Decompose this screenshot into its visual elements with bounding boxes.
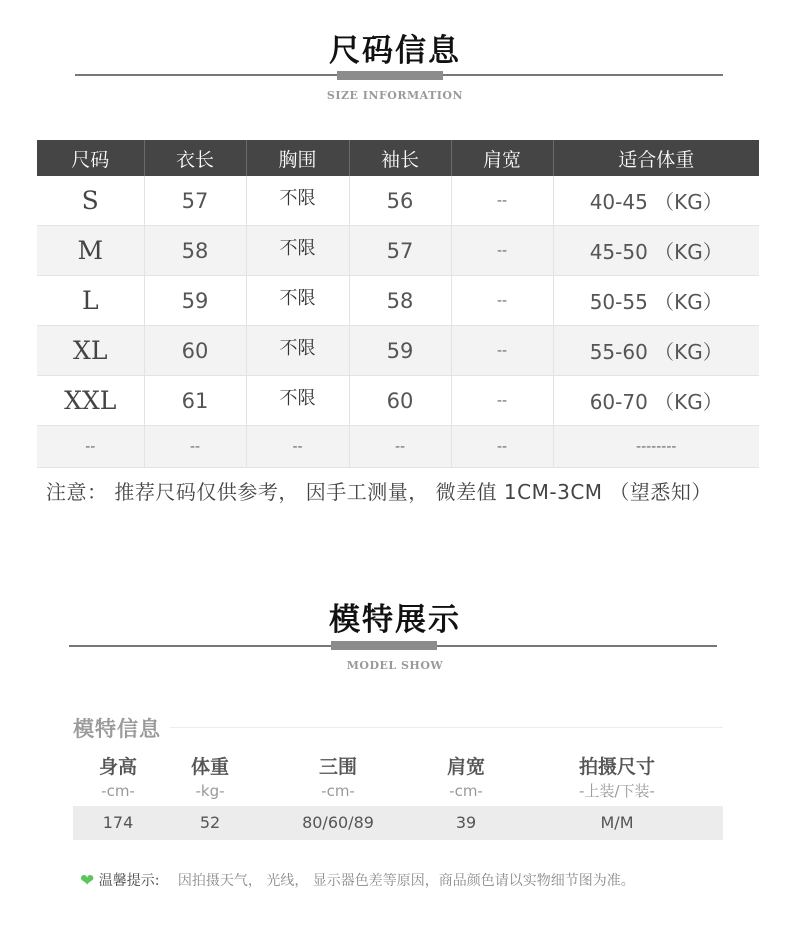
- cell-weight: 60-70 （KG）: [553, 376, 759, 426]
- header-weight: 适合体重: [553, 140, 759, 176]
- table-row: [37, 376, 759, 426]
- model-info-divider: [170, 727, 723, 728]
- cell-length: 57: [144, 176, 246, 226]
- cell-shoulder: --: [451, 426, 553, 468]
- header-length: 衣长: [144, 140, 246, 176]
- model-unit-shoot-size: -上装/下装-: [579, 782, 655, 800]
- cell-chest: 不限: [246, 226, 349, 276]
- cell-chest: --: [246, 426, 349, 468]
- size-section-subtitle: SIZE INFORMATION: [326, 89, 464, 102]
- tip-text: 因拍摄天气， 光线， 显示器色差等原因，商品颜色请以实物细节图为准。: [177, 873, 635, 889]
- model-section-title: 模特展示: [329, 602, 461, 638]
- size-table: [37, 140, 759, 468]
- cell-length: 58: [144, 226, 246, 276]
- model-label-measurements: 三围: [318, 756, 357, 778]
- size-section-title: 尺码信息: [329, 33, 461, 69]
- header-size: 尺码: [37, 140, 144, 176]
- model-value-shoot-size: M/M: [600, 813, 634, 832]
- cell-sleeve: --: [349, 426, 451, 468]
- cell-shoulder: --: [451, 326, 553, 376]
- model-info-heading: 模特信息: [73, 717, 161, 741]
- model-label-weight: 体重: [190, 756, 229, 778]
- model-section-subtitle: MODEL SHOW: [346, 659, 444, 672]
- model-value-measurements: 80/60/89: [302, 813, 374, 832]
- cell-chest: 不限: [246, 176, 349, 226]
- cell-weight: 45-50 （KG）: [553, 226, 759, 276]
- model-label-shoot-size: 拍摄尺寸: [578, 756, 655, 778]
- cell-weight: 55-60 （KG）: [553, 326, 759, 376]
- model-value-height: 174: [102, 813, 134, 832]
- heart-icon: ❤: [80, 871, 95, 891]
- cell-sleeve: 58: [349, 276, 451, 326]
- cell-weight: 40-45 （KG）: [553, 176, 759, 226]
- cell-shoulder: --: [451, 226, 553, 276]
- cell-chest: 不限: [246, 326, 349, 376]
- cell-size: XXL: [37, 376, 144, 426]
- cell-sleeve: 57: [349, 226, 451, 276]
- cell-chest: 不限: [246, 276, 349, 326]
- cell-shoulder: --: [451, 176, 553, 226]
- cell-size: S: [37, 176, 144, 226]
- cell-length: 59: [144, 276, 246, 326]
- cell-size: XL: [37, 326, 144, 376]
- cell-size: M: [37, 226, 144, 276]
- table-row: [37, 276, 759, 326]
- cell-shoulder: --: [451, 276, 553, 326]
- cell-sleeve: 59: [349, 326, 451, 376]
- model-col-weight: [170, 752, 250, 806]
- header-chest: 胸围: [246, 140, 349, 176]
- cell-weight: --------: [553, 426, 759, 468]
- size-title-bar: [337, 71, 443, 80]
- header-sleeve: 袖长: [349, 140, 451, 176]
- tip-line: [80, 870, 635, 891]
- table-row: [37, 326, 759, 376]
- size-note: 注意： 推荐尺码仅供参考， 因手工测量， 微差值 1CM-3CM （望悉知）: [46, 480, 712, 504]
- cell-shoulder: --: [451, 376, 553, 426]
- table-row: [37, 226, 759, 276]
- table-row: [37, 176, 759, 226]
- size-table-header-row: [37, 140, 759, 176]
- cell-sleeve: 60: [349, 376, 451, 426]
- model-value-weight: 52: [199, 813, 221, 832]
- model-label-height: 身高: [98, 756, 137, 778]
- cell-chest: 不限: [246, 376, 349, 426]
- tip-label: 温馨提示:: [98, 873, 160, 889]
- cell-length: 61: [144, 376, 246, 426]
- model-col-shoot-size: [557, 752, 677, 806]
- table-row: [37, 426, 759, 468]
- model-unit-weight: -kg-: [195, 782, 225, 800]
- model-unit-shoulder: -cm-: [449, 782, 483, 800]
- model-unit-height: -cm-: [101, 782, 135, 800]
- cell-length: --: [144, 426, 246, 468]
- model-col-shoulder: [426, 752, 506, 806]
- model-col-height: [78, 752, 158, 806]
- model-value-shoulder: 39: [455, 813, 477, 832]
- cell-size: L: [37, 276, 144, 326]
- cell-size: --: [37, 426, 144, 468]
- cell-sleeve: 56: [349, 176, 451, 226]
- model-label-shoulder: 肩宽: [446, 756, 485, 778]
- cell-length: 60: [144, 326, 246, 376]
- cell-weight: 50-55 （KG）: [553, 276, 759, 326]
- model-col-measurements: [288, 752, 388, 806]
- model-unit-measurements: -cm-: [321, 782, 355, 800]
- model-title-bar: [331, 641, 437, 650]
- header-shoulder: 肩宽: [451, 140, 553, 176]
